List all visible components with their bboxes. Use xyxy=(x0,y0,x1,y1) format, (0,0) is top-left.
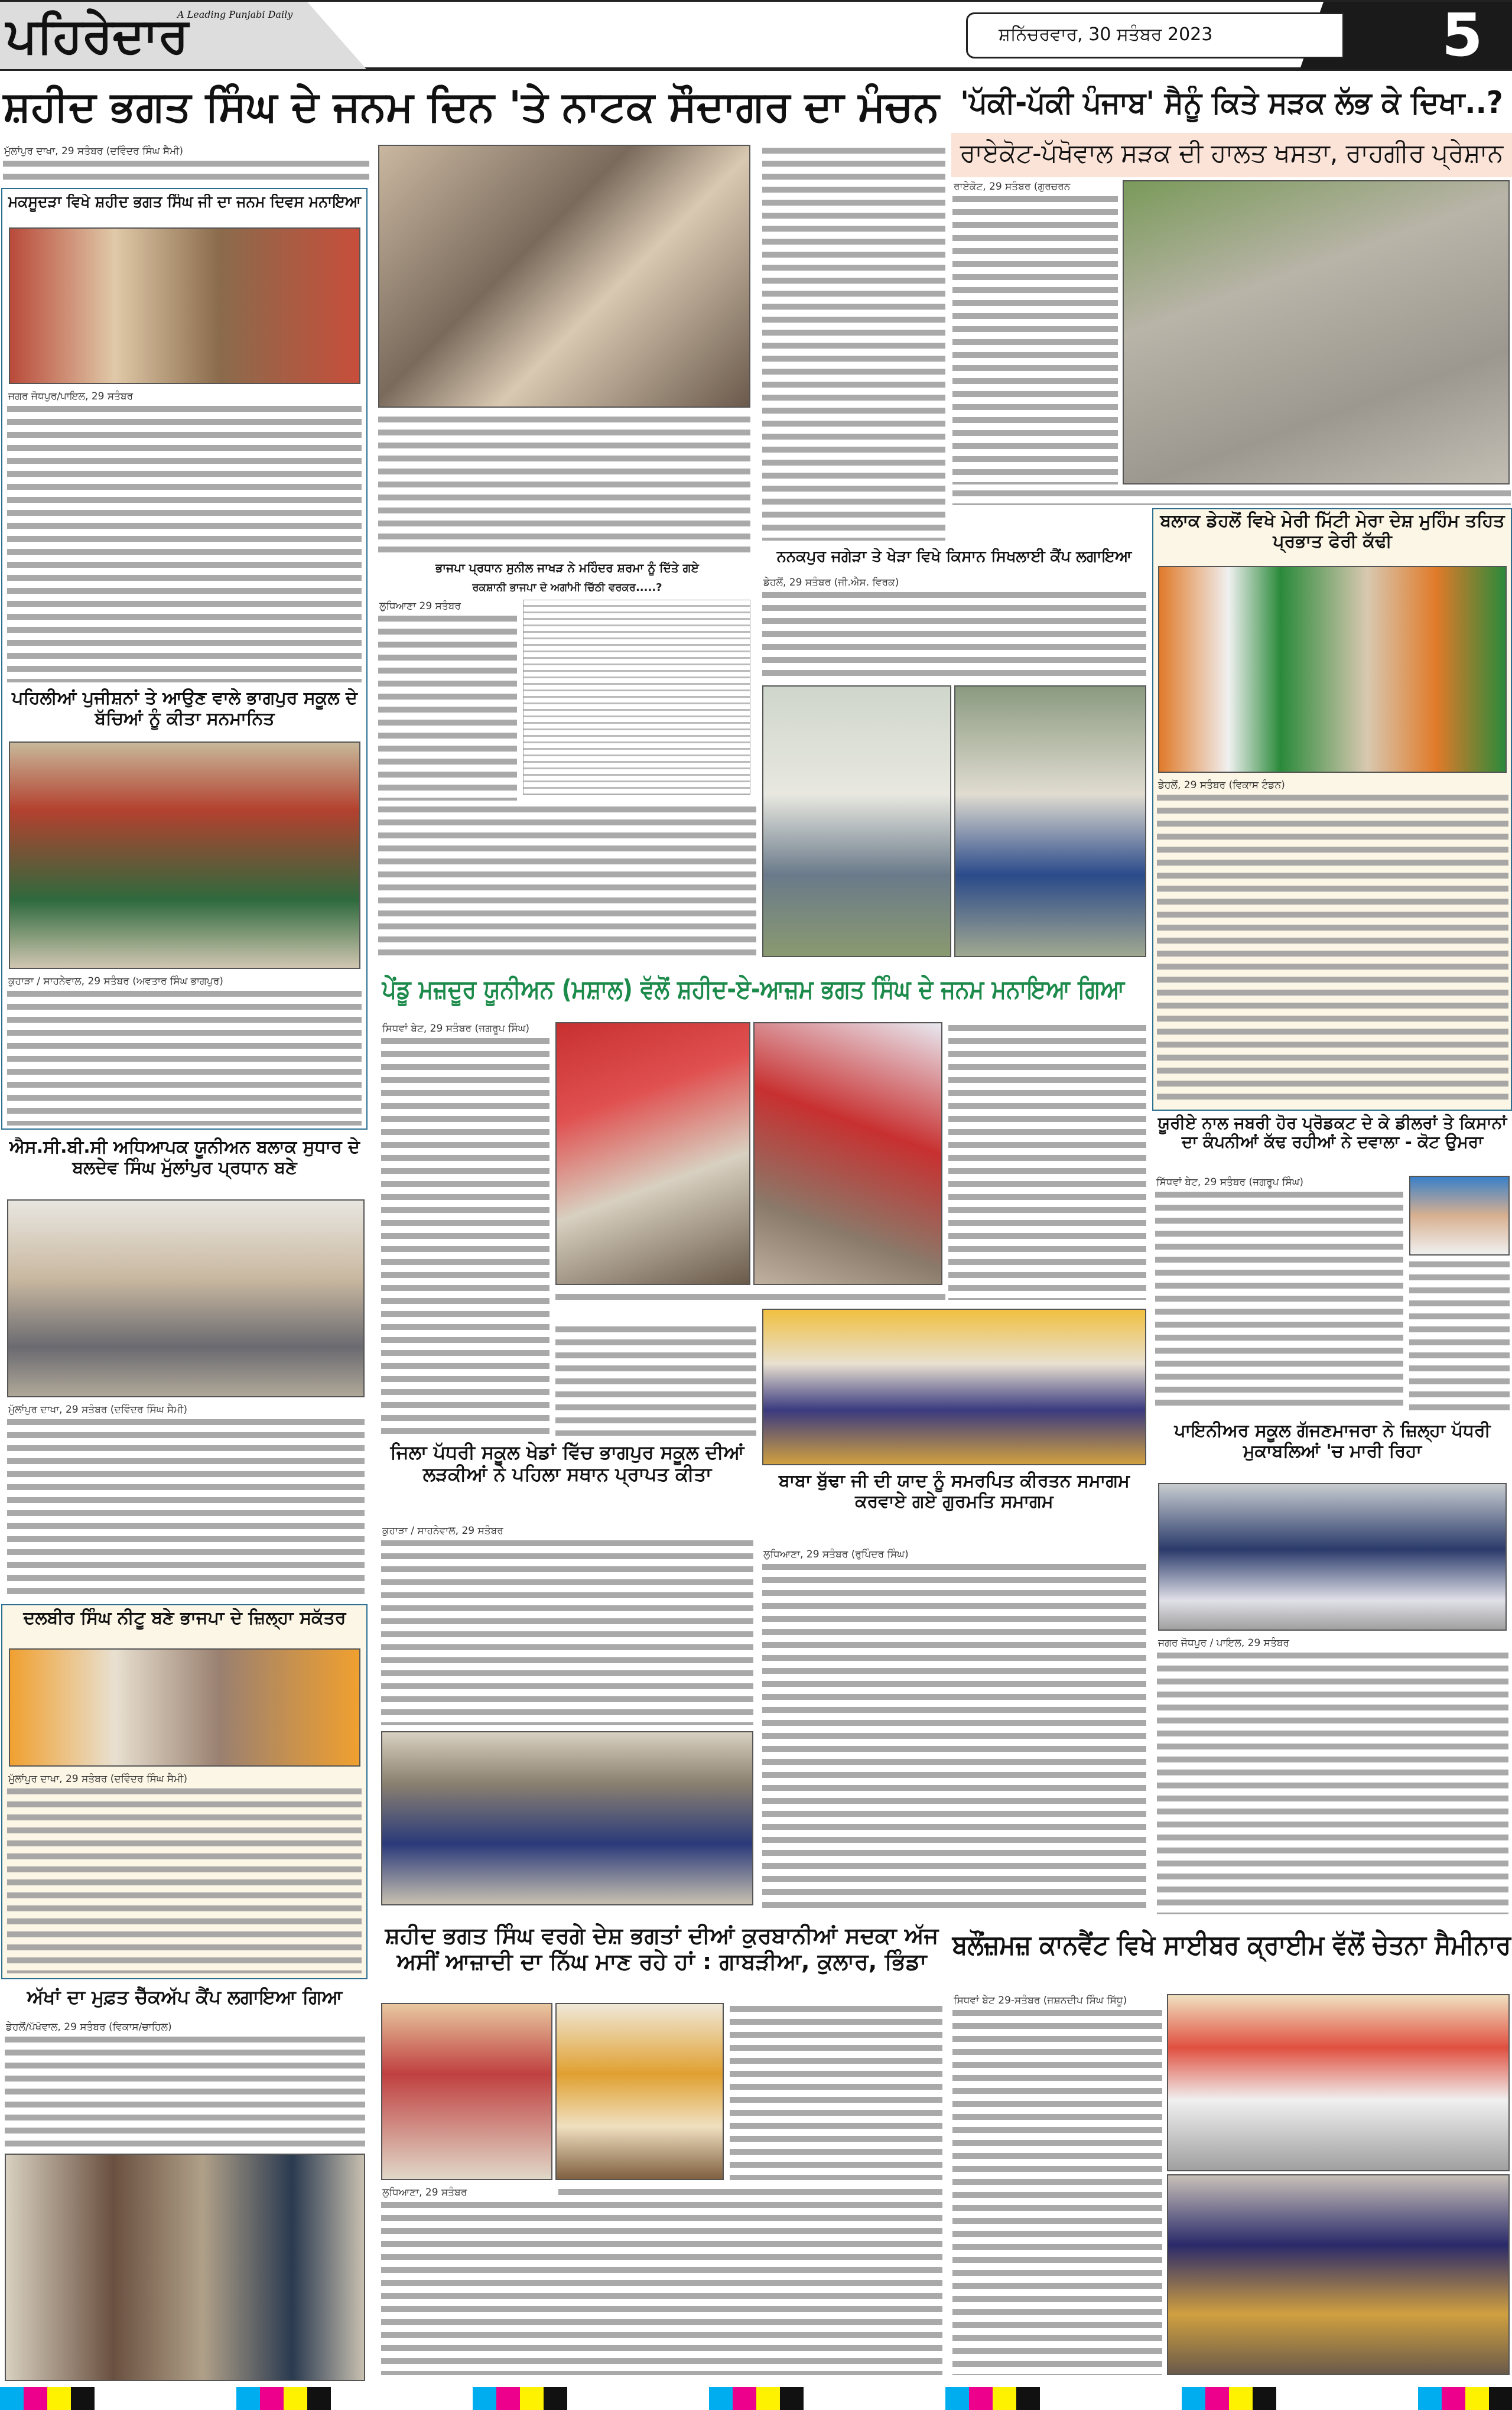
jakhar-body-cont xyxy=(378,804,756,957)
freedom-headline: ਸ਼ਹੀਦ ਭਗਤ ਸਿੰਘ ਵਰਗੇ ਦੇਸ਼ ਭਗਤਾਂ ਦੀਆਂ ਕੁਰਬਾਨੀਆਂ ਸਦਕਾ ਅੱਜ ਅਸੀਂ ਆਜ਼ਾਦੀ ਦਾ ਨਿੱਘ ਮਾਣ ਰਹੇ ਹਾਂ : ਗਾਬੜੀਆ, ਕੁਲਾਰ, ਭਿੰਡਾ xyxy=(385,1923,939,1975)
sports-body: ਕੁਹਾੜਾ / ਸਾਹਨੇਵਾਲ, 29 ਸਤੰਬਰ xyxy=(381,1524,753,1725)
jakhar-headline: ਭਾਜਪਾ ਪ੍ਰਧਾਨ ਸੁਨੀਲ ਜਾਖੜ ਨੇ ਮਹਿੰਦਰ ਸ਼ਰਮਾ ਨੂੰ ਦਿੱਤੇ ਗਏ xyxy=(435,561,699,575)
road-story-tail xyxy=(952,487,1511,505)
bhagpur-body: ਕੁਹਾੜਾ / ਸਾਹਨੇਵਾਲ, 29 ਸਤੰਬਰ (ਅਵਤਾਰ ਸਿੰਘ ਭਾਗਪੁਰ) xyxy=(7,975,362,1126)
dalbir-headline: ਦਲਬੀਰ ਸਿੰਘ ਨੀਟੂ ਬਣੇ ਭਾਜਪਾ ਦੇ ਜ਼ਿਲ੍ਹਾ ਸਕੱਤਰ xyxy=(23,1608,346,1628)
freedom-body-cont: ਲੁਧਿਆਣਾ, 29 ਸਤੰਬਰ xyxy=(381,2186,942,2375)
eyecamp-headline: ਅੱਖਾਂ ਦਾ ਮੁਫ਼ਤ ਚੈੱਕਅੱਪ ਕੈਂਪ ਲਗਾਇਆ ਗਿਆ xyxy=(27,1986,343,2008)
tagline: A Leading Punjabi Daily xyxy=(177,9,293,20)
union-body-cont-2 xyxy=(555,1291,945,1306)
union-headline: ਪੇਂਡੂ ਮਜ਼ਦੂਰ ਯੂਨੀਅਨ (ਮਸ਼ਾਲ) ਵੱਲੋਂ ਸ਼ਹੀਦ-ਏ-ਆਜ਼ਮ ਭਗਤ ਸਿੰਘ ਦੇ ਜਨਮ ਮਨਾਇਆ ਗਿਆ xyxy=(382,975,1125,1004)
registration-marks xyxy=(0,2387,1512,2410)
cyber-headline: ਬਲੌਂਜ਼ਮਜ਼ ਕਾਨਵੈਂਟ ਵਿਖੇ ਸਾਈਬਰ ਕ੍ਰਾਈਮ ਵੱਲੋਂ ਚੇਤਨਾ ਸੈਮੀਨਾਰ xyxy=(952,1929,1511,1960)
union-photo-1 xyxy=(555,1022,750,1285)
sports-headline: ਜਿਲਾ ਪੱਧਰੀ ਸਕੂਲ ਖੇਡਾਂ ਵਿੱਚ ਭਾਗਪੁਰ ਸਕੂਲ ਦੀਆਂ ਲੜਕੀਆਂ ਨੇ ਪਹਿਲਾ ਸਥਾਨ ਪ੍ਰਾਪਤ ਕੀਤਾ xyxy=(390,1442,744,1485)
freedom-body xyxy=(730,2003,942,2180)
dalbir-body: ਮੁੱਲਾਂਪੁਰ ਦਾਖਾ, 29 ਸਤੰਬਰ (ਦਵਿੰਦਰ ਸਿੰਘ ਸੈਮੀ) xyxy=(7,1772,362,1973)
main-story-intro: ਮੁੱਲਾਂਪੁਰ ਦਾਖਾ, 29 ਸਤੰਬਰ (ਦਵਿੰਦਰ ਸਿੰਘ ਸੈਮੀ) xyxy=(3,145,369,180)
cyber-photo-1 xyxy=(1167,1994,1510,2171)
urea-body: ਸਿੱਧਵਾਂ ਬੇਟ, 29 ਸਤੰਬਰ (ਜਗਰੂਪ ਸਿੰਘ) xyxy=(1155,1176,1403,1412)
pioneer-headline: ਪਾਇਨੀਅਰ ਸਕੂਲ ਗੱਜਣਮਾਜਰਾ ਨੇ ਜ਼ਿਲ੍ਹਾ ਪੱਧਰੀ ਮੁਕਾਬਲਿਆਂ 'ਚ ਮਾਰੀ ਰਿਹਾ xyxy=(1174,1421,1491,1462)
cyber-body: ਸਿਧਵਾਂ ਬੇਟ 29-ਸਤੰਬਰ (ਜਸ਼ਨਦੀਪ ਸਿੰਘ ਸਿੱਧੂ) xyxy=(952,1994,1162,2375)
main-story-body xyxy=(762,145,945,541)
bhagpur-headline: ਪਹਿਲੀਆਂ ਪੁਜੀਸ਼ਨਾਂ ਤੇ ਆਉਣ ਵਾਲੇ ਭਾਗਪੁਰ ਸਕੂਲ ਦੇ ਬੱਚਿਆਂ ਨੂੰ ਕੀਤਾ ਸਨਮਾਨਿਤ xyxy=(12,688,357,729)
freedom-photo-2 xyxy=(555,2003,724,2180)
freedom-photo-1 xyxy=(381,2003,552,2180)
dehlon-photo xyxy=(1158,566,1507,773)
kisan-body: ਡੇਹਲੋਂ, 29 ਸਤੰਬਰ (ਜੀ.ਐਸ. ਵਿਰਕ) xyxy=(762,576,1146,682)
dalbir-photo xyxy=(9,1648,360,1767)
eyecamp-body: ਡੇਹਲੋਂ/ਪੱਖੋਵਾਲ, 29 ਸਤੰਬਰ (ਵਿਕਾਸ/ਚਾਹਿਲ) xyxy=(5,2021,365,2148)
road-photo xyxy=(1123,180,1510,484)
kirtan-photo xyxy=(762,1309,1146,1465)
teachers-headline: ਐਸ.ਸੀ.ਬੀ.ਸੀ ਅਧਿਆਪਕ ਯੂਨੀਅਨ ਬਲਾਕ ਸੁਧਾਰ ਦੇ ਬਲਦੇਵ ਸਿੰਘ ਮੁੱਲਾਂਪੁਰ ਪ੍ਰਧਾਨ ਬਣੇ xyxy=(9,1137,360,1178)
masthead xyxy=(0,0,1512,71)
maksudra-body: ਜਗਰ ਜੋਧਪੁਰ/ਪਾਇਲ, 29 ਸਤੰਬਰ xyxy=(7,390,362,682)
main-headline: ਸ਼ਹੀਦ ਭਗਤ ਸਿੰਘ ਦੇ ਜਨਮ ਦਿਨ 'ਤੇ ਨਾਟਕ ਸੌਦਾਗਰ ਦਾ ਮੰਚਨ xyxy=(3,83,939,131)
kisan-photo-2 xyxy=(954,685,1146,957)
cyber-photo-2 xyxy=(1167,2174,1510,2375)
eyecamp-photo xyxy=(5,2154,365,2381)
union-body-cont-3 xyxy=(555,1323,756,1436)
road-headline: 'ਪੱਕੀ-ਪੱਕੀ ਪੰਜਾਬ' ਸੈਨੂੰ ਕਿਤੇ ਸੜਕ ਲੱਭ ਕੇ ਦਿਖਾ..? xyxy=(960,86,1503,121)
newspaper-logo[interactable]: ਪਹਿਰੇਦਾਰ xyxy=(6,8,189,64)
teachers-body: ਮੁੱਲਾਂਪੁਰ ਦਾਖਾ, 29 ਸਤੰਬਰ (ਦਵਿੰਦਰ ਸਿੰਘ ਸੈਮੀ) xyxy=(7,1403,365,1598)
jakhar-letter-image xyxy=(523,600,750,795)
maksudra-headline: ਮਕਸੂਦੜਾ ਵਿਖੇ ਸ਼ਹੀਦ ਭਗਤ ਸਿੰਘ ਜੀ ਦਾ ਜਨਮ ਦਿਵਸ ਮਨਾਇਆ xyxy=(8,194,362,211)
union-body-cont xyxy=(948,1022,1146,1300)
jakhar-kicker: ਰਕਸ਼ਾਨੀ ਭਾਜਪਾ ਦੇ ਅਗਾਂਮੀ ਚਿੱਠੀ ਵਰਕਰ.....? xyxy=(472,582,662,594)
pioneer-body: ਜਗਰ ਜੋਧਪੁਰ / ਪਾਇਲ, 29 ਸਤੰਬਰ xyxy=(1157,1637,1508,1914)
union-body: ਸਿਧਵਾਂ ਬੇਟ, 29 ਸਤੰਬਰ (ਜਗਰੂਪ ਸਿੰਘ) xyxy=(381,1022,549,1436)
maksudra-photo xyxy=(9,227,360,384)
drama-photo xyxy=(378,145,750,408)
dehlon-headline: ਬਲਾਕ ਡੇਹਲੋਂ ਵਿਖੇ ਮੇਰੀ ਮਿੱਟੀ ਮੇਰਾ ਦੇਸ਼ ਮੁਹਿੰਮ ਤਹਿਤ ਪ੍ਰਭਾਤ ਫੇਰੀ ਕੱਢੀ xyxy=(1160,511,1505,552)
urea-body-cont xyxy=(1409,1258,1510,1412)
road-subhead: ਰਾਏਕੋਟ-ਪੱਖੋਵਾਲ ਸੜਕ ਦੀ ਹਾਲਤ ਖਸਤਾ, ਰਾਹਗੀਰ ਪ੍ਰੇਸ਼ਾਨ xyxy=(960,139,1504,168)
kirtan-headline: ਬਾਬਾ ਬੁੱਢਾ ਜੀ ਦੀ ਯਾਦ ਨੂੰ ਸਮਰਪਿਤ ਕੀਰਤਨ ਸਮਾਗਮ ਕਰਵਾਏ ਗਏ ਗੁਰਮਤਿ ਸਮਾਗਮ xyxy=(778,1471,1130,1512)
pioneer-photo xyxy=(1158,1483,1507,1631)
kisan-headline: ਨਨਕਪੁਰ ਜਗੇੜਾ ਤੇ ਖੇੜਾ ਵਿਖੇ ਕਿਸਾਨ ਸਿਖਲਾਈ ਕੈਂਪ ਲਗਾਇਆ xyxy=(776,548,1132,565)
teachers-photo xyxy=(7,1199,365,1397)
urea-headline: ਯੂਰੀਏ ਨਾਲ ਜਬਰੀ ਹੋਰ ਪ੍ਰੋਡਕਟ ਦੇ ਕੇ ਡੀਲਰਾਂ ਤੇ ਕਿਸਾਨਾਂ ਦਾ ਕੰਪਨੀਆਂ ਕੱਢ ਰਹੀਆਂ ਨੇ ਦਵਾਲਾ - ਕੋਟ ਉਮਰਾ xyxy=(1157,1114,1507,1152)
jakhar-body: ਲੁਧਿਆਣਾ 29 ਸਤੰਬਰ xyxy=(378,600,517,801)
union-photo-2 xyxy=(753,1022,942,1285)
main-story-body-cont xyxy=(378,414,750,555)
urea-portrait xyxy=(1409,1176,1510,1256)
kisan-photo-1 xyxy=(762,685,951,957)
kirtan-body: ਲੁਧਿਆਣਾ, 29 ਸਤੰਬਰ (ਰੁਪਿੰਦਰ ਸਿੰਘ) xyxy=(762,1548,1146,1908)
bhagpur-photo xyxy=(9,741,360,969)
dehlon-body: ਡੇਹਲੋਂ, 29 ਸਤੰਬਰ (ਵਿਕਾਸ ਟੰਡਨ) xyxy=(1157,779,1508,1107)
sports-photo xyxy=(381,1731,753,1905)
issue-date: ਸ਼ਨਿੱਚਰਵਾਰ, 30 ਸਤੰਬਰ 2023 xyxy=(999,24,1213,45)
road-story-body: ਰਾਏਕੋਟ, 29 ਸਤੰਬਰ (ਗੁਰਚਰਨ xyxy=(952,180,1118,484)
page-number: 5 xyxy=(1442,1,1483,70)
